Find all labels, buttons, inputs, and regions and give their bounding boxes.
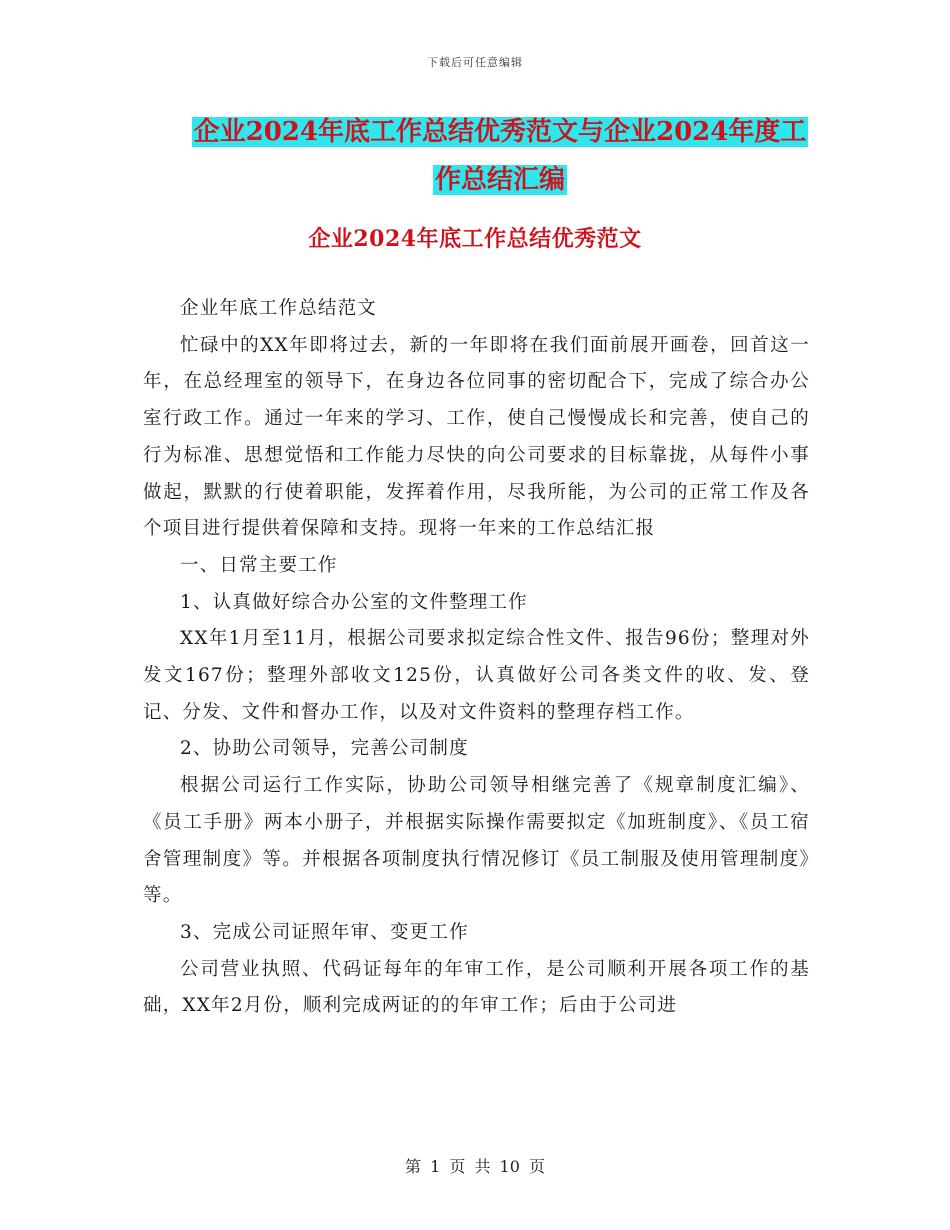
paragraph: 2、协助公司领导，完善公司制度: [180, 738, 469, 760]
document-title-line-1: 企业2024年底工作总结优秀范文与企业2024年度工: [193, 117, 807, 147]
body-text: [143, 291, 810, 1025]
paragraph: 根据公司运行工作实际，协助公司领导相继完善了《规章制度汇编》、《员工手册》两本小册子，并根据实际操作需要拟定《加班制度》、《员工宿舍管理制度》等。并根据各项制度执行情况修订《员工制服及使用管理制度》等。: [143, 775, 810, 907]
section-title: 企业2024年底工作总结优秀范文: [308, 226, 642, 252]
paragraph: 1、认真做好综合办公室的文件整理工作: [180, 591, 528, 613]
paragraph: 3、完成公司证照年审、变更工作: [180, 921, 469, 943]
paragraph: 公司营业执照、代码证每年的年审工作，是公司顺利开展各项工作的基础，XX年2月份，顺利完成两证的的年审工作；后由于公司进: [143, 958, 810, 1017]
page-footer: 第 1 页 共 10 页: [405, 1157, 545, 1176]
paragraph: 一、日常主要工作: [180, 554, 338, 576]
paragraph: 忙碌中的XX年即将过去，新的一年即将在我们面前展开画卷，回首这一年，在总经理室的领导下，在身边各位同事的密切配合下，完成了综合办公室行政工作。通过一年来的学习、工作，使自己慢慢成长和完善，使自己的行为标准、思想觉悟和工作能力尽快的向公司要求的目标靠拢，从每件小事做起，默默的行使着职能，发挥着作用，尽我所能，为公司的正常工作及各个项目进行提供着保障和支持。现将一年来的工作总结汇报: [143, 334, 810, 540]
header-note: 下载后可任意编辑: [427, 56, 523, 69]
document-title-line-2: 作总结汇编: [434, 165, 565, 195]
paragraph: 企业年底工作总结范文: [180, 298, 378, 319]
document-title: [180, 108, 820, 204]
paragraph: XX年1月至11月，根据公司要求拟定综合性文件、报告96份；整理对外发文167份；整理外部收文125份，认真做好公司各类文件的收、发、登记、分发、文件和督办工作，以及对文件资料的整理存档工作。: [143, 628, 810, 723]
